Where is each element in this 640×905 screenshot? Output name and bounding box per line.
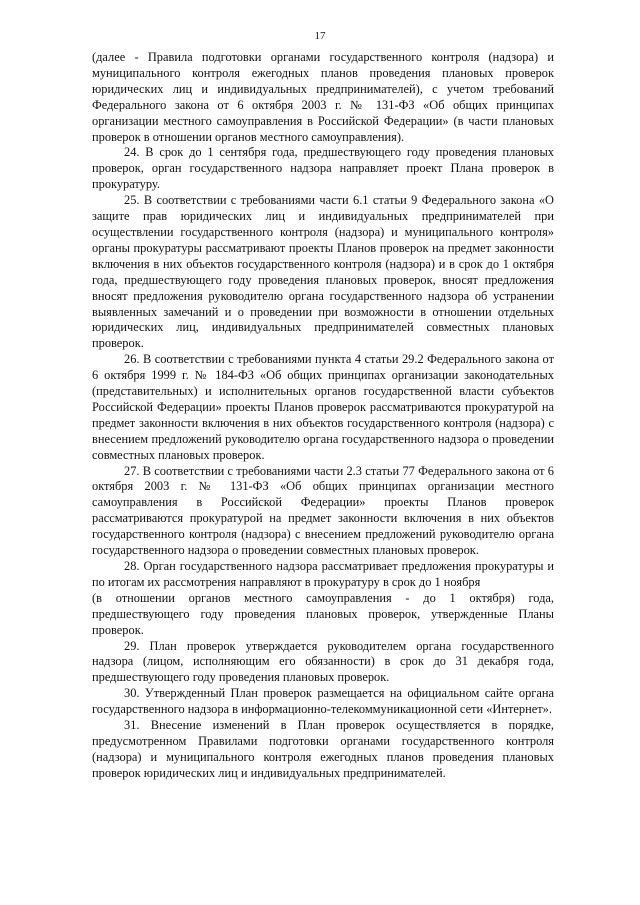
paragraph-28-continuation: (в отношении органов местного самоуправления - до 1 октября) года, предшествующего году проведения плановых проверок, утвержденные Планы проверок. <box>92 590 554 637</box>
paragraph-31: 31. Внесение изменений в План проверок осуществляется в порядке, предусмотренном Правилами подготовки органами государственного контроля (надзора) и муниципального контроля ежегодных планов проведения плановых проверок юридических лиц и индивидуальных предпринимателей. <box>92 718 554 780</box>
paragraph-28: 28. Орган государственного надзора рассматривает предложения прокуратуры и по итогам их рассмотрения направляют в прокуратуру в срок до 1 ноября <box>92 559 554 589</box>
paragraph-24: 24. В срок до 1 сентября года, предшествующего году проведения плановых проверок, орган государственного надзора направляет проект Плана проверок в прокуратуру. <box>92 145 554 192</box>
paragraph-29: 29. План проверок утверждается руководителем органа государственного надзора (лицом, исполняющим его обязанности) в срок до 31 декабря года, предшествующего году проведения плановых проверок. <box>92 638 554 685</box>
paragraph-25: 25. В соответствии с требованиями части 6.1 статьи 9 Федерального закона «О защите прав юридических лиц и индивидуальных предпринимателей при осуществлении государственного контроля (надзора) и муниципального контроля» органы прокуратуры рассматривают проекты Планов проверок на предмет законности включения в них объектов государственного контроля (надзора) и в срок до 1 октября года, предшествующего году проведения плановых проверок, вносят предложения вносят предложения руководителю органа государственного надзора об устранении выявленных замечаний и о проведении при возможности в отношении отдельных юридических лиц, индивидуальных предпринимателей совместных плановых проверок. <box>92 193 554 351</box>
document-body <box>92 50 554 782</box>
paragraph-27: 27. В соответствии с требованиями части 2.3 статьи 77 Федерального закона от 6 октября 2003 г. № 131-ФЗ «Об общих принципах организации местного самоуправления в Российской Федерации» проекты Планов проверок рассматриваются прокуратурой на предмет законности включения в них объектов государственного контроля (надзора) с внесением предложений руководителю органа государственного надзора о проведении совместных плановых проверок. <box>92 463 554 558</box>
page-number: 17 <box>314 30 326 42</box>
paragraph-30: 30. Утвержденный План проверок размещается на официальном сайте органа государственного надзора в информационно-телекоммуникационной сети «Интернет». <box>92 686 554 717</box>
paragraph-26: 26. В соответствии с требованиями пункта 4 статьи 29.2 Федерального закона от 6 октября 1999 г. № 184-ФЗ «Об общих принципах организации законодательных (представительных) и исполнительных органов государственной власти субъектов Российской Федерации» проекты Планов проверок рассматриваются прокуратурой на предмет законности включения в них объектов государственного контроля (надзора) с внесением предложений руководителю органа государственного надзора о проведении совместных плановых проверок. <box>92 352 554 462</box>
paragraph-continuation: (далее - Правила подготовки органами государственного контроля (надзора) и муниципального контроля ежегодных планов проведения плановых проверок юридических лиц и индивидуальных предпринимателей), с учетом требований Федерального закона от 6 октября 2003 г. № 131-ФЗ «Об общих принципах организации местного самоуправления в Российской Федерации» (в части плановых проверок в отношении органов местного самоуправления). <box>92 50 554 144</box>
